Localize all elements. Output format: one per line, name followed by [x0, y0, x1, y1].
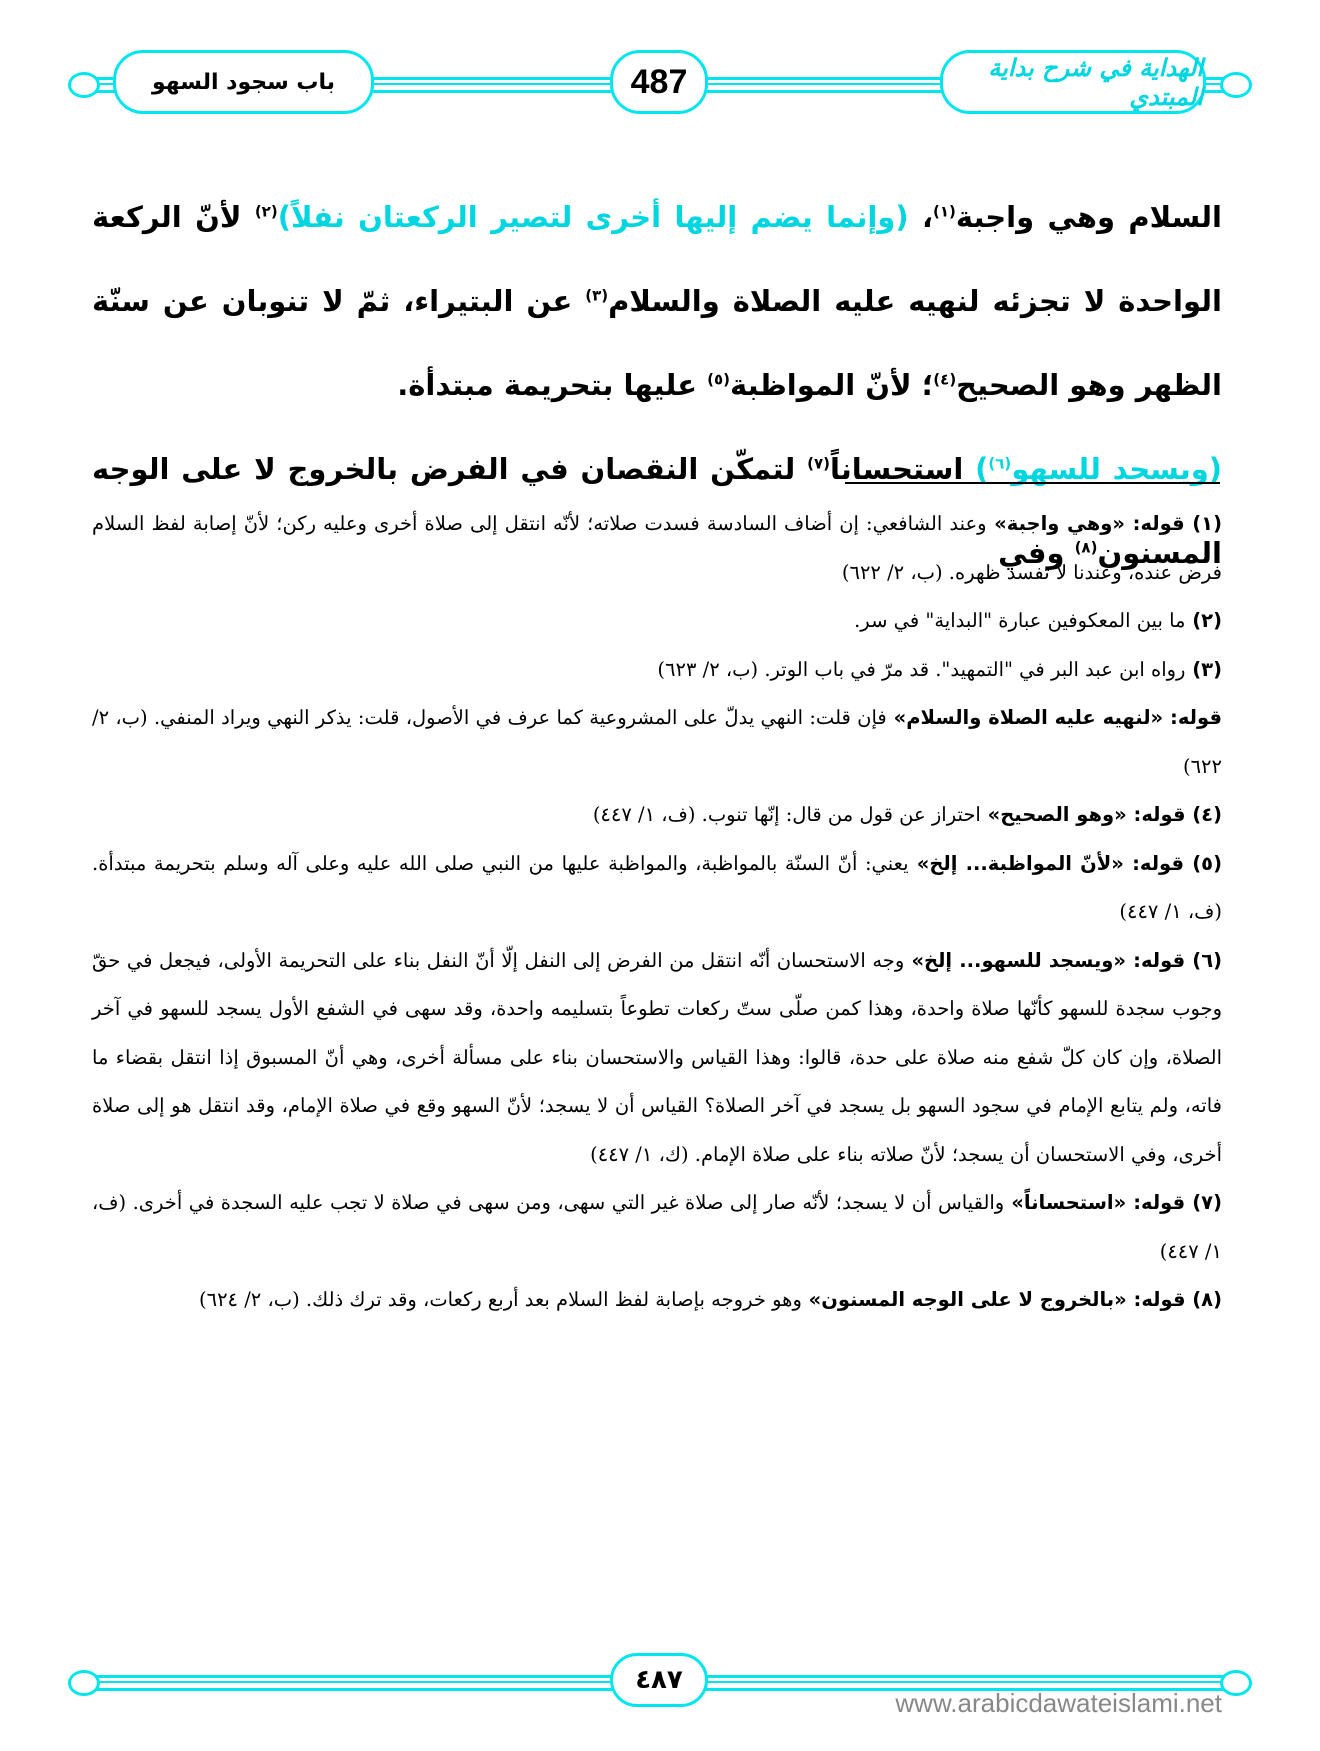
footnote	[92, 937, 1222, 1180]
header-band	[50, 50, 1270, 114]
ornament-icon	[1220, 1670, 1252, 1696]
footnote-number: (٦)	[1185, 948, 1223, 972]
footnote-number: (٧)	[1185, 1191, 1222, 1214]
footnote-label: قوله: «وهي واجبة»	[986, 512, 1185, 535]
commentary-text: لتمكّن النقصان في الفرض بالخروج لا على الوجه المسنون	[92, 452, 1222, 570]
matn-text: )	[975, 452, 989, 486]
footnote	[92, 840, 1222, 937]
book-logo-box	[940, 50, 1206, 114]
footnote-number: (١)	[1184, 512, 1222, 535]
commentary-text: وفي	[998, 536, 1075, 570]
footnote-text: رواه ابن عبد البر في "التمهيد". قد مرّ في باب الوتر. (ب، ٢/ ٦٢٣)	[657, 657, 1186, 681]
ornament-icon	[68, 1670, 100, 1696]
footnote-ref: (٥)	[707, 370, 731, 389]
footnote-ref: (٢)	[254, 202, 278, 221]
footnote	[92, 646, 1222, 695]
footnote-text: يعني: أنّ السنّة بالمواظبة، والمواظبة عليها من النبي صلى الله عليه وعلى آله وسلم بتحريمة مبتدأة. (ف، ١/ ٤٤٧)	[92, 851, 1222, 923]
footnote-number: (٥)	[1184, 851, 1222, 875]
footnote-label: قوله: «بالخروج لا على الوجه المسنون»	[801, 1288, 1186, 1311]
matn-text: (وإنما يضم إليها أخرى لتصير الركعتان نفلاً)	[277, 200, 909, 234]
footer-page-number-box	[610, 1653, 708, 1707]
ornament-icon	[1220, 72, 1252, 98]
commentary-text: لأنّ الركعة الواحدة لا تجزئه لنهيه عليه الصلاة والسلام	[92, 200, 1222, 318]
footer-page-number: ٤٨٧	[635, 1665, 683, 1695]
footnote	[92, 1276, 1222, 1325]
footnote-label: قوله: «لأنّ المواظبة... إلخ»	[908, 851, 1185, 875]
footnote-text: والقياس أن لا يسجد؛ لأنّه صار إلى صلاة غير التي سهى، ومن سهى في صلاة لا تجب عليه السجدة في أخرى. (ف، ١/ ٤٤٧)	[92, 1191, 1222, 1263]
footnote-ref: (٨)	[1074, 538, 1098, 557]
chapter-title: باب سجود السهو	[151, 69, 336, 95]
footnote-ref: (٧)	[807, 454, 830, 473]
page-number: 487	[630, 62, 688, 101]
commentary-text: عن البتيراء، ثمّ لا تنوبان عن سنّة الظهر وهو الصحيح	[92, 284, 1222, 402]
footnote-ref: (٣)	[585, 286, 609, 305]
page-number-box	[610, 50, 708, 114]
footnote-label: قوله: «ويسجد للسهو... إلخ»	[904, 948, 1186, 972]
footnote-label: قوله: «وهو الصحيح»	[980, 803, 1186, 826]
matn-text: (ويسجد للسهو	[1011, 452, 1222, 486]
footnote	[92, 694, 1222, 791]
commentary-text: استحساناً	[829, 452, 976, 486]
footnote-separator	[845, 482, 1220, 484]
footnote-text: احتراز عن قول من قال: إنّها تنوب. (ف، ١/ ٤٤٧)	[592, 803, 981, 826]
commentary-text: ،	[908, 200, 933, 234]
footnote-number: (٢)	[1185, 609, 1222, 632]
footnote-number: (٤)	[1185, 803, 1222, 826]
footnote-label: قوله: «لنهيه عليه الصلاة والسلام»	[886, 706, 1222, 729]
footnote	[92, 500, 1222, 597]
footnote	[92, 597, 1222, 646]
commentary-text: ؛ لأنّ المواظبة	[730, 368, 934, 402]
footnote-ref: (٦)	[988, 454, 1012, 473]
footnote-text: وهو خروجه بإصابة لفظ السلام بعد أربع ركعات، وقد ترك ذلك. (ب، ٢/ ٦٢٤)	[198, 1288, 802, 1311]
footnotes	[92, 500, 1222, 1325]
chapter-title-box	[113, 50, 374, 114]
footnote-text: وعند الشافعي: إن أضاف السادسة فسدت صلاته؛ لأنّه انتقل إلى صلاة أخرى وعليه ركن؛ لأنّ إصابة لفظ السلام فرض عنده، وعندنا لا تفسد ظهره. (ب، ٢/ ٦٢٢)	[92, 512, 1222, 584]
footnote	[92, 1179, 1222, 1276]
footnote-label: قوله: «استحساناً»	[1004, 1191, 1186, 1214]
footnote	[92, 791, 1222, 840]
watermark: www.arabicdawateislami.net	[895, 1688, 1222, 1718]
book-logo: الهداية في شرح بداية المبتدي	[988, 53, 1203, 111]
footnote-number: (٨)	[1185, 1288, 1222, 1311]
footnote-ref: (٤)	[933, 370, 957, 389]
footnote-text: وجه الاستحسان أنّه انتقل من الفرض إلى النفل إلّا أنّ النفل بناء على التحريمة الأولى، فيجعل في حقّ وجوب سجدة للسهو كأنّها صلاة واحدة، وهذا كمن صلّى ستّ ركعات تطوعاً بتسليمه واحدة، وقد سهى في الشفع الأول يسجد للسهو في آخر الصلاة، وإن كان كلّ شفع منه صلاة على حدة، قالوا: وهذا القياس والاستحسان بناء على مسألة أخرى، وهي أنّ المسبوق إذا انتقل بقضاء ما فاته، ولم يتابع الإمام في سجود السهو بل يسجد في آخر الصلاة؟ القياس أن لا يسجد؛ لأنّ السهو وقع في صلاة الإمام، وقد انتقل هو إلى صلاة أخرى، وفي الاستحسان أن يسجد؛ لأنّ صلاته بناء على صلاة الإمام. (ك، ١/ ٤٤٧)	[92, 948, 1222, 1166]
footnote-text: فإن قلت: النهي يدلّ على المشروعية كما عرف في الأصول، قلت: يذكر النهي ويراد المنفي. (ب، ٢/ ٦٢٢)	[92, 706, 1222, 778]
footnote-number: (٣)	[1185, 657, 1222, 681]
footnote-ref: (١)	[932, 202, 956, 221]
commentary-text: السلام وهي واجبة	[955, 200, 1222, 234]
footnote-text: ما بين المعكوفين عبارة "البداية" في سر.	[854, 609, 1186, 632]
ornament-icon	[68, 72, 100, 98]
commentary-text: عليها بتحريمة مبتدأة.	[397, 368, 708, 402]
